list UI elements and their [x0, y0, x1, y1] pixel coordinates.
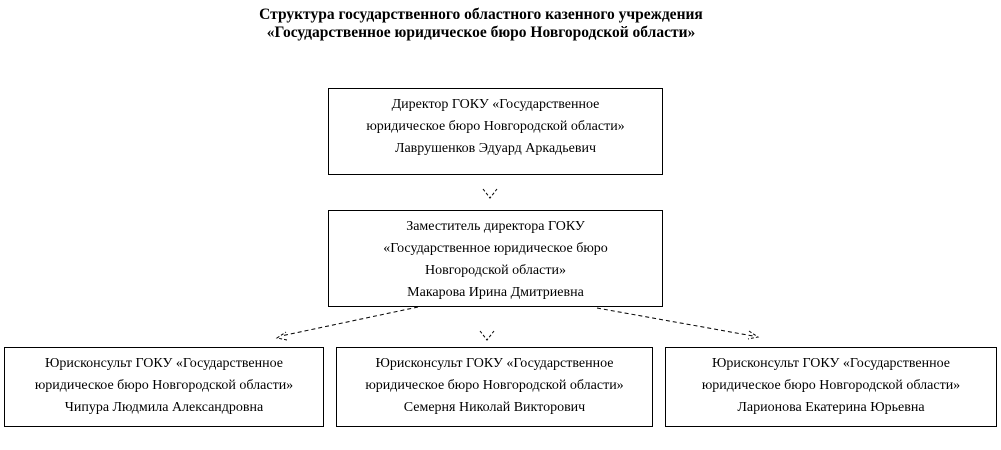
- node-jurisconsult-2-line-3: Семерня Николай Викторович: [403, 400, 586, 415]
- node-jurisconsult-3-line-1: Юрисконсульт ГОКУ «Государственное: [711, 356, 950, 371]
- node-jurisconsult-1-line-3: Чипура Людмила Александровна: [64, 400, 264, 415]
- node-deputy-line-2: «Государственное юридическое бюро: [383, 241, 608, 256]
- node-jurisconsult-larionova: [665, 347, 997, 427]
- node-director: [328, 88, 663, 175]
- node-director-line-1: Директор ГОКУ «Государственное: [391, 97, 600, 112]
- arrow-deputy-to-jurisconsult-1-icon: [277, 307, 418, 340]
- node-jurisconsult-2-line-2: юридическое бюро Новгородской области»: [365, 378, 624, 393]
- node-jurisconsult-1-line-1: Юрисконсульт ГОКУ «Государственное: [44, 356, 283, 371]
- node-director-line-2: юридическое бюро Новгородской области»: [366, 119, 625, 134]
- chart-title: [0, 6, 962, 42]
- node-deputy-director: [328, 210, 663, 307]
- node-jurisconsult-3-line-2: юридическое бюро Новгородской области»: [701, 378, 961, 393]
- node-jurisconsult-2-line-1: Юрисконсульт ГОКУ «Государственное: [375, 356, 614, 371]
- node-deputy-line-3: Новгородской области»: [425, 263, 566, 278]
- arrow-deputy-to-jurisconsult-2-icon: [480, 331, 494, 340]
- node-jurisconsult-3-line-3: Ларионова Екатерина Юрьевна: [737, 400, 925, 415]
- node-deputy-line-1: Заместитель директора ГОКУ: [406, 219, 585, 234]
- node-jurisconsult-chipura: [4, 347, 324, 427]
- arrow-deputy-to-jurisconsult-3-icon: [597, 308, 758, 339]
- node-director-line-3: Лаврушенков Эдуард Аркадьевич: [394, 141, 597, 156]
- node-jurisconsult-semernya: [336, 347, 653, 427]
- node-deputy-line-4: Макарова Ирина Дмитриевна: [407, 285, 584, 300]
- chart-title-line-2: «Государственное юридическое бюро Новгородской области»: [266, 24, 696, 41]
- arrow-director-to-deputy-icon: [483, 189, 497, 198]
- chart-title-line-1: Структура государственного областного казенного учреждения: [259, 6, 703, 23]
- node-jurisconsult-1-line-2: юридическое бюро Новгородской области»: [34, 378, 294, 393]
